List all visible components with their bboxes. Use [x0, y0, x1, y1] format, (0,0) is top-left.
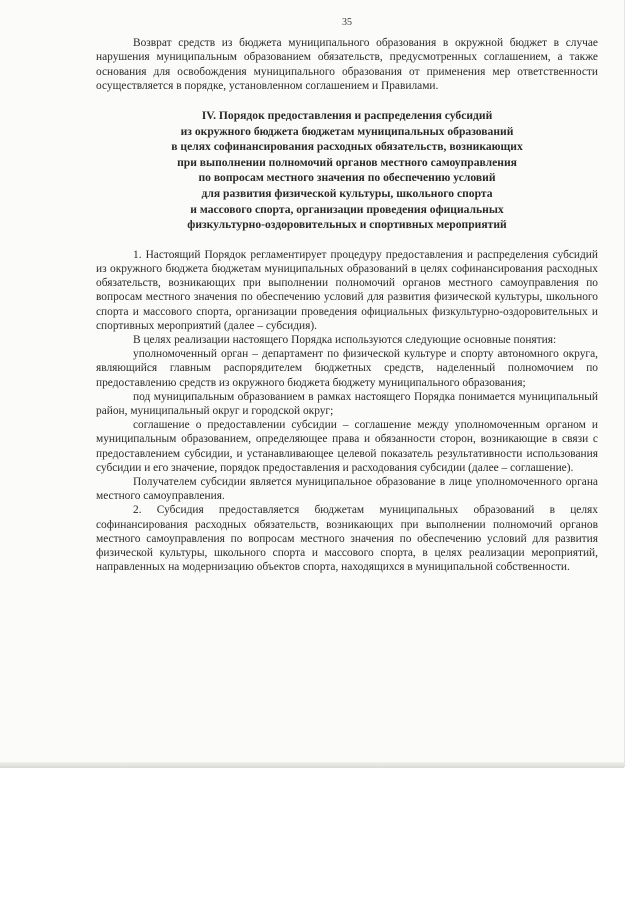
heading-line: IV. Порядок предоставления и распределения субсидий	[201, 109, 493, 123]
page-content	[96, 16, 598, 574]
heading-line: физкультурно-оздоровительных и спортивных мероприятий	[187, 218, 507, 232]
paragraph-definition-authority: уполномоченный орган – департамент по физической культуре и спорту автономного округа, являющийся главным распорядителем бюджетных средств, наделенный полномочием по предоставлению средств из окружного бюджета бюджету муниципального образования;	[96, 348, 598, 389]
intro-paragraph: Возврат средств из бюджета муниципального образования в окружной бюджет в случае нарушения муниципальным образованием обязательств, предусмотренных соглашением, а также основания для освобождения муниципального образования от применения мер ответственности осуществляется в порядке, установленном соглашением и Правилами.	[96, 37, 598, 92]
paragraph-definition-municipality: под муниципальным образованием в рамках настоящего Порядка понимается муниципальный район, муниципальный округ и городской округ;	[96, 390, 598, 417]
paragraph-definition-agreement: соглашение о предоставлении субсидии – соглашение между уполномоченным органом и муниципальным образованием, определяющее права и обязанности сторон, возникающие в связи с предоставлением субсидии, и устанавливающее целевой показатель результативности использования субсидии и его значение, порядок предоставления и расходования субсидии (далее – соглашение).	[96, 419, 598, 474]
heading-line: из окружного бюджета бюджетам муниципальных образований	[180, 124, 514, 138]
heading-line: для развития физической культуры, школьного спорта	[201, 186, 493, 200]
paragraph-clause-1: 1. Настоящий Порядок регламентирует процедуру предоставления и распределения субсидий из окружного бюджета бюджетам муниципальных образований в целях софинансирования расходных обязательств, возникающих при выполнении полномочий органов местного самоуправления по вопросам местного значения по обеспечению условий для развития физической культуры, школьного спорта и массового спорта, организации проведения официальных физкультурно-оздоровительных и спортивных мероприятий (далее – субсидия).	[96, 248, 598, 332]
heading-line: при выполнении полномочий органов местного самоуправления	[177, 155, 517, 169]
page-number: 35	[342, 17, 352, 28]
sheet-edge	[0, 762, 624, 768]
section-heading	[96, 108, 598, 233]
paragraph-recipient: Получателем субсидии является муниципальное образование в лице уполномоченного органа местного самоуправления.	[96, 476, 598, 503]
paragraph-clause-2: 2. Субсидия предоставляется бюджетам муниципальных образований в целях софинансирования расходных обязательств, возникающих при выполнении полномочий органов местного самоуправления по вопросам местного значения по обеспечению условий для развития физической культуры, школьного спорта и массового спорта, в целях реализации мероприятий, направленных на модернизацию объектов спорта, находящихся в муниципальной собственности.	[96, 504, 598, 574]
paragraph-definitions-intro: В целях реализации настоящего Порядка используются следующие основные понятия:	[133, 333, 557, 346]
heading-line: и массового спорта, организации проведения официальных	[190, 202, 504, 216]
heading-line: в целях софинансирования расходных обязательств, возникающих	[171, 140, 523, 154]
heading-line: по вопросам местного значения по обеспечению условий	[198, 171, 496, 185]
